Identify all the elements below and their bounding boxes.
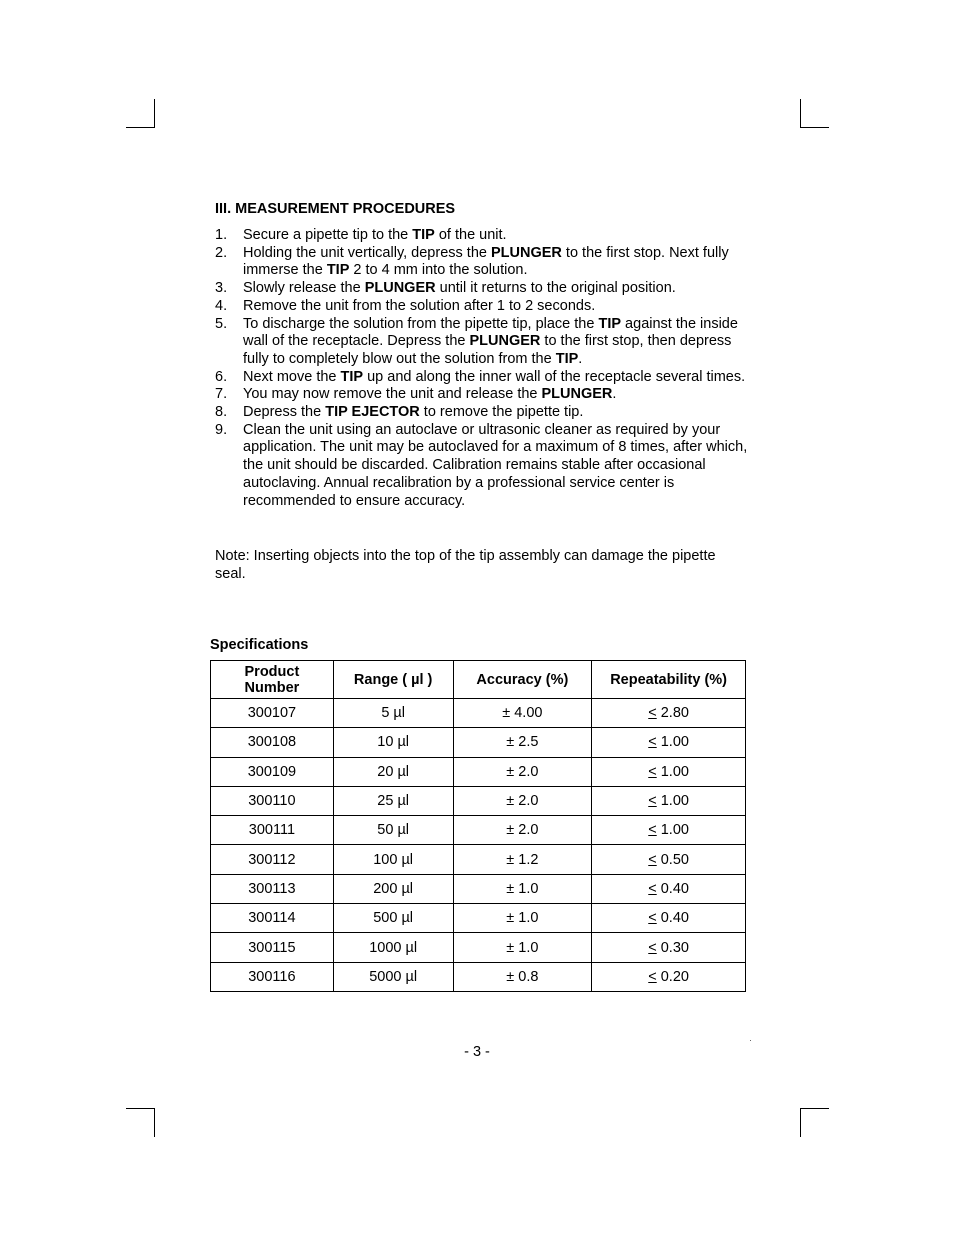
table-row — [211, 786, 746, 815]
step-text: Clean the unit using an autoclave or ultrasonic cleaner as required by your application. The unit may be autoclaved for a maximum of 8 times, after which, the unit should be discarded. Calibration remains stable after occasional autoclaving. Annual recalibration by a professional service center is recommended to ensure accuracy. — [243, 421, 748, 509]
crop-mark-top-right-v — [800, 99, 801, 128]
crop-mark-bottom-right-h — [800, 1108, 829, 1109]
step-item — [215, 369, 755, 387]
header-accuracy: Accuracy (%) — [453, 661, 592, 699]
crop-mark-top-left-h — [126, 127, 155, 128]
step-text: to remove the pipette tip. — [419, 404, 584, 421]
step-text: 2 to 4 mm into the solution. — [349, 262, 528, 279]
step-text: against the inside wall of the receptacle. Depress the — [243, 315, 738, 350]
cell-range: 100 µl — [333, 845, 453, 874]
repeatability-value: 0.50 — [656, 851, 689, 868]
table-body — [211, 699, 746, 992]
crop-mark-bottom-left-v — [154, 1108, 155, 1137]
step-text: Next move the — [243, 368, 341, 385]
table-row — [211, 845, 746, 874]
cell-product-number: 300112 — [211, 845, 334, 874]
table-row — [211, 728, 746, 757]
cell-accuracy: ± 1.0 — [453, 874, 592, 903]
step-text: . — [578, 350, 583, 367]
step-text: . — [612, 386, 617, 403]
step-item — [215, 316, 755, 369]
cell-range: 500 µl — [333, 904, 453, 933]
step-item — [215, 422, 755, 511]
step-number: 8. — [215, 404, 228, 421]
page-number: - 3 - — [464, 1044, 490, 1060]
less-or-equal-symbol: < — [648, 734, 657, 751]
step-item — [215, 386, 755, 404]
repeatability-value: 0.40 — [656, 910, 689, 927]
cell-repeatability — [592, 816, 746, 845]
step-keyword: PLUNGER — [364, 280, 436, 297]
crop-mark-top-right-h — [800, 127, 829, 128]
less-or-equal-symbol: < — [648, 822, 657, 839]
step-keyword: PLUNGER — [469, 333, 541, 350]
cell-repeatability — [592, 933, 746, 962]
less-or-equal-symbol: < — [648, 851, 657, 868]
repeatability-value: 0.30 — [656, 939, 689, 956]
cell-product-number: 300107 — [211, 699, 334, 728]
table-row — [211, 699, 746, 728]
step-text: Slowly release the — [243, 280, 365, 297]
step-text: to the first stop, then depress fully to completely blow out the solution from the — [243, 333, 732, 367]
step-number: 2. — [215, 244, 228, 261]
repeatability-value: 1.00 — [656, 763, 689, 780]
table-header-row — [211, 661, 746, 699]
cell-repeatability — [592, 786, 746, 815]
cell-range: 50 µl — [333, 816, 453, 845]
repeatability-value: 0.40 — [656, 880, 689, 897]
step-number: 3. — [215, 280, 228, 297]
cell-accuracy: ± 4.00 — [453, 699, 592, 728]
less-or-equal-symbol: < — [648, 705, 657, 722]
step-text: Remove the unit from the solution after 1 to 2 seconds. — [243, 297, 596, 314]
step-item — [215, 227, 755, 245]
cell-repeatability — [592, 699, 746, 728]
specifications-table — [210, 660, 746, 992]
cell-repeatability — [592, 904, 746, 933]
step-keyword: TIP — [326, 262, 350, 279]
procedure-steps — [215, 227, 755, 510]
step-text: up and along the inner wall of the receptacle several times. — [363, 368, 746, 385]
less-or-equal-symbol: < — [648, 880, 657, 897]
header-repeatability: Repeatability (%) — [592, 661, 746, 699]
step-text: You may now remove the unit and release the — [243, 386, 542, 403]
cell-repeatability — [592, 962, 746, 991]
header-product-number-label: Product Number — [244, 663, 300, 696]
cell-product-number: 300115 — [211, 933, 334, 962]
repeatability-value: 0.20 — [656, 968, 689, 985]
cell-range: 20 µl — [333, 757, 453, 786]
cell-accuracy: ± 1.2 — [453, 845, 592, 874]
table-row — [211, 757, 746, 786]
step-text: to the first stop. Next fully immerse the — [243, 244, 729, 279]
repeatability-value: 2.80 — [656, 705, 689, 722]
cell-accuracy: ± 2.0 — [453, 757, 592, 786]
repeatability-value: 1.00 — [656, 822, 689, 839]
cell-accuracy: ± 2.5 — [453, 728, 592, 757]
step-number: 9. — [215, 421, 228, 438]
cell-repeatability — [592, 757, 746, 786]
cell-accuracy: ± 2.0 — [453, 786, 592, 815]
table-row — [211, 904, 746, 933]
step-text: Secure a pipette tip to the — [243, 227, 413, 243]
step-keyword: TIP — [555, 350, 579, 367]
step-number: 4. — [215, 297, 228, 314]
cell-product-number: 300111 — [211, 816, 334, 845]
table-row — [211, 816, 746, 845]
step-item — [215, 404, 755, 422]
repeatability-value: 1.00 — [656, 734, 689, 751]
specifications-title: Specifications — [210, 637, 309, 653]
step-keyword: TIP — [412, 227, 435, 243]
step-number: 5. — [215, 315, 228, 332]
cell-range: 1000 µl — [333, 933, 453, 962]
repeatability-value: 1.00 — [656, 793, 689, 810]
cell-accuracy: ± 0.8 — [453, 962, 592, 991]
cell-repeatability — [592, 874, 746, 903]
step-text: To discharge the solution from the pipette tip, place the — [243, 315, 599, 332]
step-text: Depress the — [243, 404, 326, 421]
cell-product-number: 300114 — [211, 904, 334, 933]
header-product-number — [211, 661, 334, 699]
less-or-equal-symbol: < — [648, 793, 657, 810]
step-keyword: TIP EJECTOR — [325, 404, 420, 421]
table-row — [211, 874, 746, 903]
step-text: of the unit. — [434, 227, 507, 243]
cell-product-number: 300113 — [211, 874, 334, 903]
cell-range: 5 µl — [333, 699, 453, 728]
cell-range: 10 µl — [333, 728, 453, 757]
note: Note: Inserting objects into the top of the tip assembly can damage the pipette seal. — [215, 548, 716, 582]
cell-product-number: 300110 — [211, 786, 334, 815]
cell-repeatability — [592, 728, 746, 757]
crop-mark-bottom-right-v — [800, 1108, 801, 1137]
cell-accuracy: ± 2.0 — [453, 816, 592, 845]
cell-range: 200 µl — [333, 874, 453, 903]
cell-repeatability — [592, 845, 746, 874]
section-title: III. MEASUREMENT PROCEDURES — [215, 201, 456, 217]
step-number: 1. — [215, 227, 228, 243]
stray-mark — [750, 1040, 751, 1041]
less-or-equal-symbol: < — [648, 910, 657, 927]
step-keyword: TIP — [598, 315, 622, 332]
cell-product-number: 300116 — [211, 962, 334, 991]
crop-mark-bottom-left-h — [126, 1108, 155, 1109]
cell-product-number: 300109 — [211, 757, 334, 786]
step-text: Holding the unit vertically, depress the — [243, 244, 491, 261]
step-keyword: PLUNGER — [490, 244, 562, 261]
cell-range: 5000 µl — [333, 962, 453, 991]
cell-range: 25 µl — [333, 786, 453, 815]
step-item — [215, 280, 755, 298]
cell-product-number: 300108 — [211, 728, 334, 757]
less-or-equal-symbol: < — [648, 763, 657, 780]
step-item — [215, 245, 755, 280]
cell-accuracy: ± 1.0 — [453, 933, 592, 962]
step-number: 6. — [215, 368, 228, 385]
step-number: 7. — [215, 386, 228, 403]
step-item — [215, 298, 755, 316]
table-row — [211, 933, 746, 962]
less-or-equal-symbol: < — [648, 939, 657, 956]
header-range: Range ( µl ) — [333, 661, 453, 699]
crop-mark-top-left-v — [154, 99, 155, 128]
step-keyword: TIP — [340, 368, 364, 385]
step-text: until it returns to the original position. — [435, 280, 676, 297]
table-row — [211, 962, 746, 991]
less-or-equal-symbol: < — [648, 968, 657, 985]
step-keyword: PLUNGER — [541, 386, 613, 403]
cell-accuracy: ± 1.0 — [453, 904, 592, 933]
